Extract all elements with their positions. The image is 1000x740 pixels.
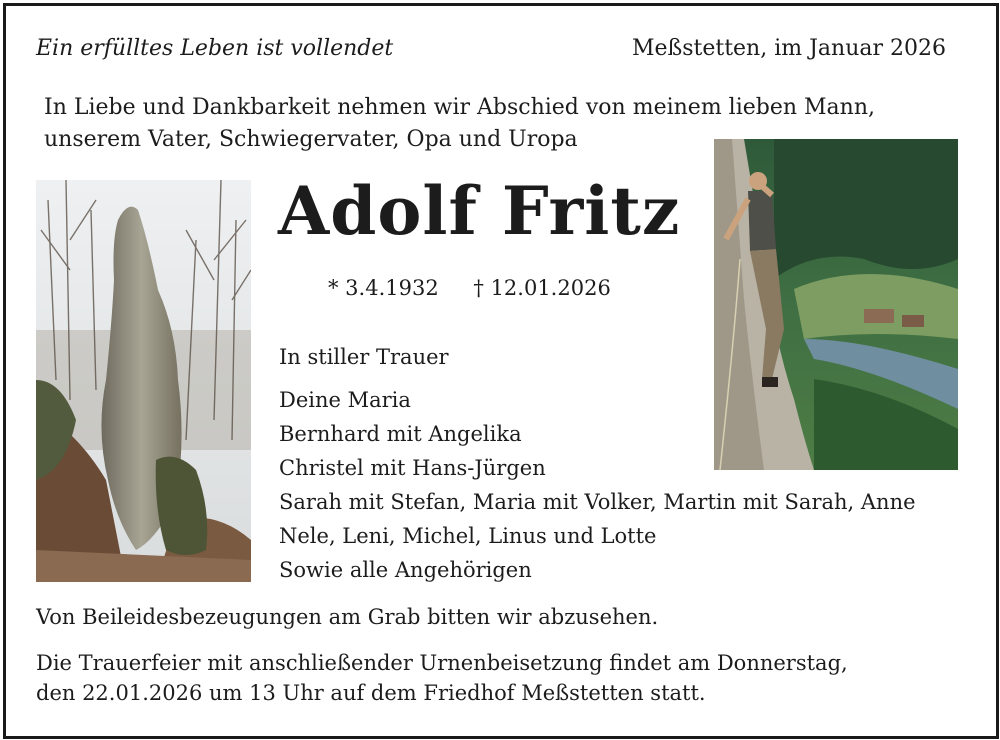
mourner-line: Deine Maria: [279, 388, 411, 412]
intro-line-2: unserem Vater, Schwiegervater, Opa und Uropa: [44, 127, 578, 152]
motto: Ein erfülltes Leben ist vollendet: [36, 36, 394, 61]
mourner-line: Bernhard mit Angelika: [279, 422, 522, 446]
mourning-heading: In stiller Trauer: [279, 345, 449, 369]
ceremony-info: [36, 648, 848, 708]
climber-photo: [714, 139, 958, 470]
mourner-line: Sarah mit Stefan, Maria mit Volker, Martin mit Sarah, Anne: [279, 490, 916, 514]
condolence-note: Von Beileidesbezeugungen am Grab bitten wir abzusehen.: [36, 605, 659, 629]
rock-formation-photo: [36, 180, 251, 582]
life-dates: [328, 276, 639, 300]
place-date: Meßstetten, im Januar 2026: [631, 36, 946, 61]
ceremony-line-1: Die Trauerfeier mit anschließender Urnenbeisetzung findet am Donnerstag,: [36, 651, 848, 675]
mourner-line: Sowie alle Angehörigen: [279, 558, 532, 582]
ceremony-line-2: den 22.01.2026 um 13 Uhr auf dem Friedhof Meßstetten statt.: [36, 681, 706, 705]
mourner-line: Christel mit Hans-Jürgen: [279, 456, 546, 480]
mourner-line: Nele, Leni, Michel, Linus und Lotte: [279, 524, 657, 548]
deceased-name: Adolf Fritz: [278, 172, 681, 250]
intro-line-1: In Liebe und Dankbarkeit nehmen wir Abschied von meinem lieben Mann,: [44, 95, 876, 120]
birth-date: * 3.4.1932: [328, 276, 439, 300]
death-date: † 12.01.2026: [473, 276, 611, 300]
